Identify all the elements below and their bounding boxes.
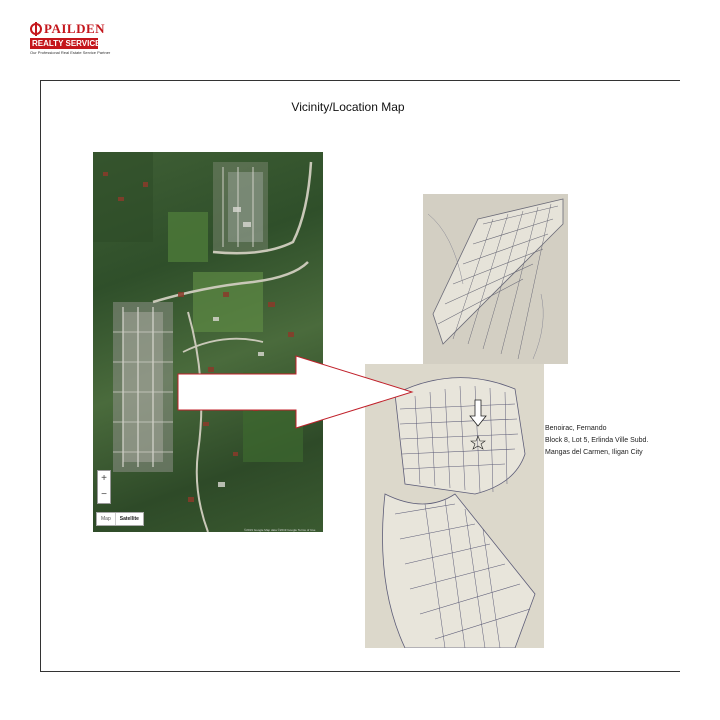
logo-band: REALTY SERVICES (32, 39, 106, 48)
owner-address-line-2: Mangas del Carmen, Iligan City (545, 449, 643, 456)
page-title: Vicinity/Location Map (291, 100, 405, 114)
map-attribution: ©2019 Google Map data ©2019 Google Terms of Use (244, 528, 316, 532)
property-owner-info (545, 423, 648, 459)
logo-tagline: Our Professional Real Estate Service Partner (30, 50, 111, 55)
owner-address-line-1: Block 8, Lot 5, Erlinda Ville Subd. (545, 437, 649, 444)
map-type-satellite[interactable]: Satellite (115, 513, 143, 525)
logo-name: PAILDEN (44, 21, 106, 36)
zoom-out-button[interactable]: − (101, 489, 107, 500)
zoom-in-button[interactable]: + (101, 473, 107, 484)
map-type-map[interactable]: Map (101, 516, 111, 522)
owner-name: Benoirac, Fernando (545, 425, 607, 432)
